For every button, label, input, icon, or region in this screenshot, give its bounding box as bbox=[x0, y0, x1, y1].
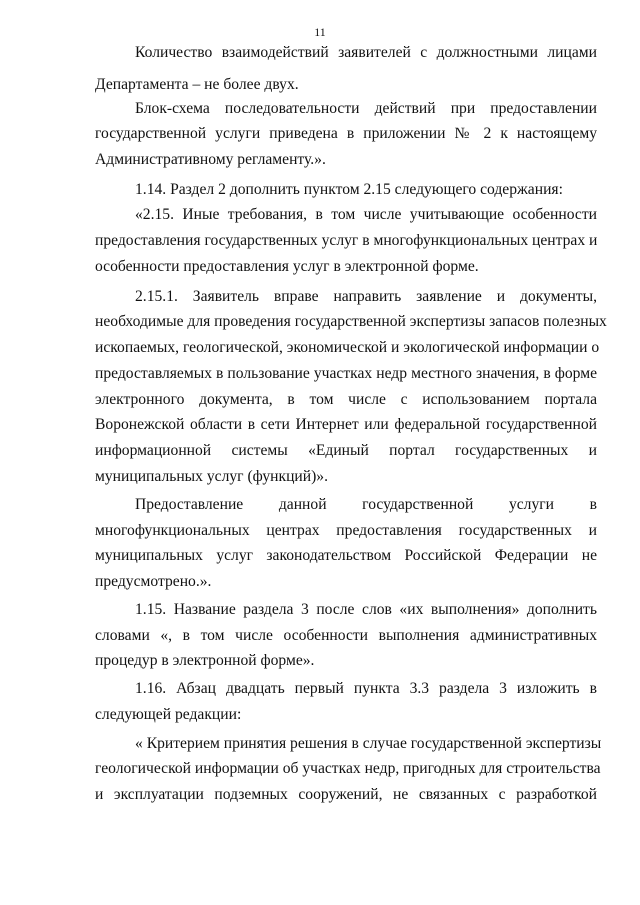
text-line: и эксплуатации подземных сооружений, не связанных с разработкой bbox=[95, 786, 597, 803]
text-line: электронного документа, в том числе с использованием портала bbox=[95, 391, 597, 408]
text-line: Воронежской области в сети Интернет или федеральной государственной bbox=[95, 416, 597, 433]
text-line: следующей редакции: bbox=[95, 706, 242, 723]
text-line: 2.15.1. Заявитель вправе направить заявление и документы, bbox=[135, 288, 597, 305]
text-line: геологической информации об участках недр, пригодных для строительства bbox=[95, 760, 601, 777]
text-line: « Критерием принятия решения в случае государственной экспертизы bbox=[135, 735, 602, 752]
text-line: многофункциональных центрах предоставления государственных и bbox=[95, 522, 597, 539]
text-line: муниципальных услуг законодательством Российской Федерации не bbox=[95, 547, 597, 564]
text-line: Административному регламенту.». bbox=[95, 151, 326, 168]
text-line: ископаемых, геологической, экономической и экологической информации о bbox=[95, 339, 600, 356]
text-line: предусмотрено.». bbox=[95, 573, 212, 590]
text-line: предоставления государственных услуг в многофункциональных центрах и bbox=[95, 232, 598, 249]
text-line: информационной системы «Единый портал государственных и bbox=[95, 442, 597, 459]
text-line: Количество взаимодействий заявителей с должностными лицами bbox=[135, 44, 597, 61]
text-line: предоставляемых в пользование участках недр местного значения, в форме bbox=[95, 365, 597, 382]
text-line: «2.15. Иные требования, в том числе учитывающие особенности bbox=[135, 206, 597, 223]
text-line: необходимые для проведения государственной экспертизы запасов полезных bbox=[95, 313, 607, 330]
text-line: 1.16. Абзац двадцать первый пункта 3.3 раздела 3 изложить в bbox=[135, 680, 597, 697]
text-line: муниципальных услуг (функций)». bbox=[95, 468, 329, 485]
text-line: особенности предоставления услуг в электронной форме. bbox=[95, 258, 479, 275]
text-line: Предоставление данной государственной услуги в bbox=[135, 496, 597, 513]
text-line: словами «, в том числе особенности выполнения административных bbox=[95, 627, 597, 644]
page-number: 11 bbox=[314, 25, 326, 39]
text-line: Департамента – не более двух. bbox=[95, 76, 299, 93]
text-line: государственной услуги приведена в приложении № 2 к настоящему bbox=[95, 125, 597, 142]
text-line: 1.14. Раздел 2 дополнить пунктом 2.15 следующего содержания: bbox=[135, 181, 563, 198]
text-line: 1.15. Название раздела 3 после слов «их выполнения» дополнить bbox=[135, 601, 597, 618]
text-line: процедур в электронной форме». bbox=[95, 652, 315, 669]
text-line: Блок-схема последовательности действий при предоставлении bbox=[135, 100, 597, 117]
